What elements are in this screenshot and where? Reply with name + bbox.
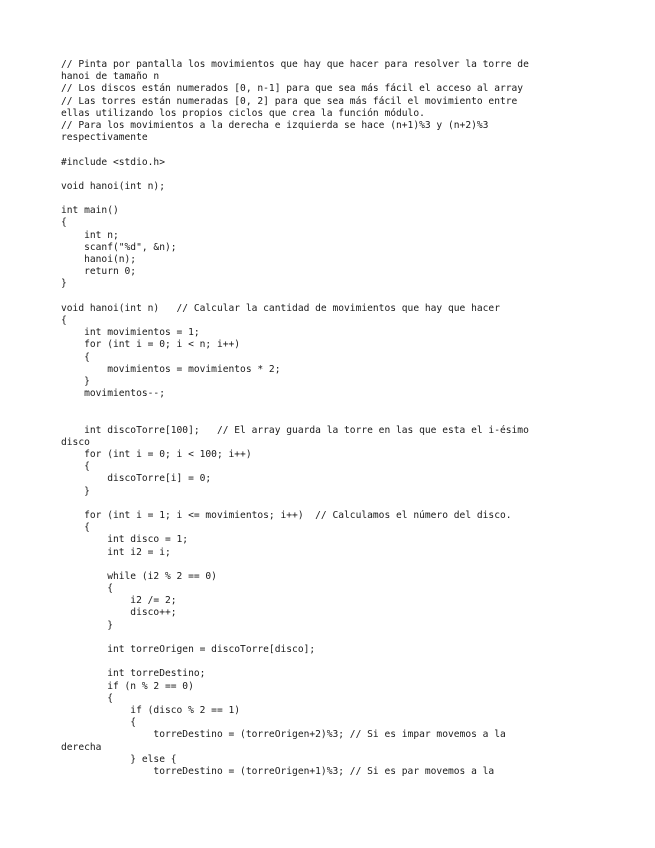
code-line bbox=[61, 193, 621, 205]
code-line: i2 /= 2; bbox=[61, 595, 177, 607]
code-line: movimientos--; bbox=[61, 388, 165, 400]
code-line: } bbox=[61, 278, 67, 290]
code-line: disco bbox=[61, 436, 90, 448]
code-line: } bbox=[61, 485, 90, 497]
code-line: scanf("%d", &n); bbox=[61, 241, 177, 253]
code-line: if (n % 2 == 0) bbox=[61, 680, 194, 692]
code-line: torreDestino = (torreOrigen+1)%3; // Si es par movemos a la bbox=[61, 765, 495, 777]
code-line: discoTorre[i] = 0; bbox=[61, 473, 212, 485]
code-line: for (int i = 0; i < 100; i++) bbox=[61, 449, 252, 460]
code-line bbox=[61, 632, 621, 644]
code-line: int disco = 1; bbox=[61, 534, 189, 546]
code-line: while (i2 % 2 == 0) bbox=[61, 570, 217, 582]
code-line: { bbox=[61, 522, 90, 534]
code-line: int movimientos = 1; bbox=[61, 327, 200, 339]
code-line: { bbox=[61, 583, 113, 595]
code-line: hanoi(n); bbox=[61, 254, 137, 265]
code-listing bbox=[61, 59, 621, 778]
code-line bbox=[61, 400, 621, 412]
code-line: if (disco % 2 == 1) bbox=[61, 704, 241, 716]
code-line: } bbox=[61, 619, 113, 631]
code-line: { bbox=[61, 692, 113, 704]
code-line: { bbox=[61, 351, 90, 363]
code-line: { bbox=[61, 314, 67, 326]
code-line: { bbox=[61, 461, 90, 473]
code-line bbox=[61, 656, 621, 668]
code-line: int i2 = i; bbox=[61, 546, 171, 558]
code-line: respectivamente bbox=[61, 132, 148, 144]
code-line: for (int i = 1; i <= movimientos; i++) // Calculamos el número del disco. bbox=[61, 509, 512, 521]
code-line: int main() bbox=[61, 205, 119, 217]
code-line: for (int i = 0; i < n; i++) bbox=[61, 339, 241, 351]
code-line: int discoTorre[100]; // El array guarda la torre en las que esta el i-ésimo bbox=[61, 424, 529, 436]
code-line: int n; bbox=[61, 229, 119, 241]
code-line: void hanoi(int n); bbox=[61, 180, 165, 192]
code-line: int torreOrigen = discoTorre[disco]; bbox=[61, 644, 316, 655]
code-line: movimientos = movimientos * 2; bbox=[61, 363, 281, 375]
code-line bbox=[61, 291, 621, 303]
code-line: derecha bbox=[61, 741, 102, 753]
code-line bbox=[61, 412, 621, 424]
code-line: int torreDestino; bbox=[61, 668, 206, 680]
code-line: void hanoi(int n) // Calcular la cantidad de movimientos que hay que hacer bbox=[61, 302, 500, 314]
code-line: } bbox=[61, 375, 90, 387]
code-line bbox=[61, 169, 621, 181]
code-line: disco++; bbox=[61, 607, 177, 619]
code-line bbox=[61, 144, 621, 156]
code-line bbox=[61, 559, 621, 571]
code-line: ellas utilizando los propios ciclos que crea la función módulo. bbox=[61, 107, 425, 119]
code-line: // Los discos están numerados [0, n-1] para que sea más fácil el acceso al array bbox=[61, 83, 524, 95]
code-line: } else { bbox=[61, 753, 177, 765]
code-line: { bbox=[61, 717, 137, 729]
code-line: torreDestino = (torreOrigen+2)%3; // Si es impar movemos a la bbox=[61, 729, 506, 741]
code-line: return 0; bbox=[61, 266, 137, 278]
code-line: // Pinta por pantalla los movimientos que hay que hacer para resolver la torre de bbox=[61, 59, 529, 70]
code-line bbox=[61, 498, 621, 510]
code-line: { bbox=[61, 217, 67, 229]
code-line: hanoi de tamaño n bbox=[61, 71, 160, 83]
code-line: // Para los movimientos a la derecha e izquierda se hace (n+1)%3 y (n+2)%3 bbox=[61, 119, 489, 131]
code-line: #include <stdio.h> bbox=[61, 156, 165, 168]
code-line: // Las torres están numeradas [0, 2] para que sea más fácil el movimiento entre bbox=[61, 95, 518, 107]
